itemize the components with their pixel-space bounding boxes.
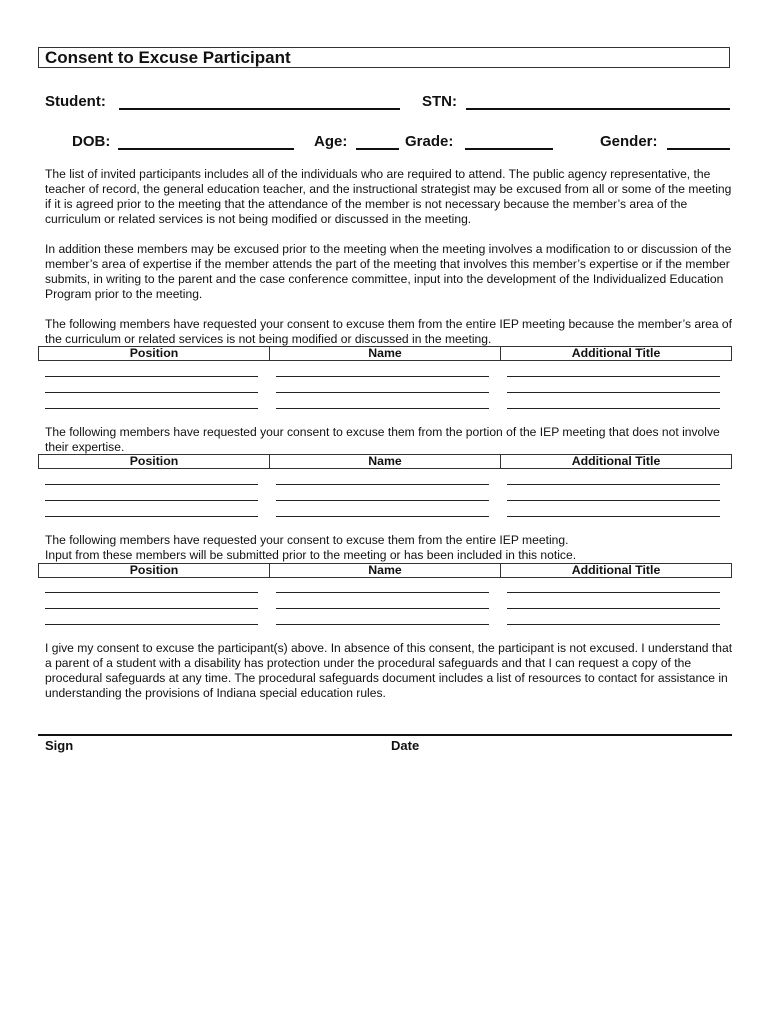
page-title: Consent to Excuse Participant bbox=[38, 47, 730, 68]
dob-label: DOB: bbox=[72, 133, 111, 150]
position-header: Position bbox=[39, 347, 270, 360]
position-header: Position bbox=[39, 455, 270, 468]
additional-title-field[interactable] bbox=[507, 608, 720, 609]
age-field[interactable] bbox=[356, 148, 399, 150]
section1-description: The following members have requested your consent to excuse them from the entire IEP meeting because the member’s area of the curriculum or related services is not being modified or discussed in the meeting. bbox=[45, 317, 733, 346]
additional-title-field[interactable] bbox=[507, 516, 720, 517]
signature-line[interactable] bbox=[38, 734, 732, 736]
student-label: Student: bbox=[45, 93, 106, 110]
grade-label: Grade: bbox=[405, 133, 454, 150]
position-field[interactable] bbox=[45, 392, 258, 393]
position-field[interactable] bbox=[45, 408, 258, 409]
additional-title-header: Additional Title bbox=[571, 454, 661, 468]
position-field[interactable] bbox=[45, 484, 258, 485]
section3-description: The following members have requested your consent to excuse them from the entire IEP meeting. bbox=[45, 533, 569, 547]
name-field[interactable] bbox=[276, 592, 489, 593]
gender-label: Gender: bbox=[600, 133, 658, 150]
additional-title-field[interactable] bbox=[507, 592, 720, 593]
name-field[interactable] bbox=[276, 484, 489, 485]
position-field[interactable] bbox=[45, 516, 258, 517]
consent-paragraph: I give my consent to excuse the participant(s) above. In absence of this consent, the participant is not excused. I understand that a parent of a student with a disability has protection under the procedural safeguards and that I can request a copy of the procedural safeguards at any time. The procedural safeguards document includes a list of resources to contact for assistance in understanding the provisions of Indiana special education rules. bbox=[45, 641, 733, 700]
additional-title-field[interactable] bbox=[507, 484, 720, 485]
additional-title-field[interactable] bbox=[507, 376, 720, 377]
name-field[interactable] bbox=[276, 392, 489, 393]
name-field[interactable] bbox=[276, 608, 489, 609]
dob-field[interactable] bbox=[118, 148, 294, 150]
name-field[interactable] bbox=[276, 624, 489, 625]
sign-label: Sign bbox=[45, 738, 74, 753]
position-field[interactable] bbox=[45, 376, 258, 377]
grade-field[interactable] bbox=[465, 148, 553, 150]
name-field[interactable] bbox=[276, 516, 489, 517]
additional-title-header: Additional Title bbox=[571, 563, 661, 577]
name-header: Name bbox=[270, 347, 501, 360]
stn-field[interactable] bbox=[466, 108, 730, 110]
additional-title-field[interactable] bbox=[507, 392, 720, 393]
position-field[interactable] bbox=[45, 500, 258, 501]
name-field[interactable] bbox=[276, 408, 489, 409]
members-table-header bbox=[38, 454, 732, 469]
position-field[interactable] bbox=[45, 624, 258, 625]
additional-title-field[interactable] bbox=[507, 408, 720, 409]
position-field[interactable] bbox=[45, 592, 258, 593]
section2-description: The following members have requested your consent to excuse them from the portion of the IEP meeting that does not involve their expertise. bbox=[45, 425, 720, 454]
gender-field[interactable] bbox=[667, 148, 730, 150]
stn-label: STN: bbox=[422, 93, 457, 110]
name-field[interactable] bbox=[276, 376, 489, 377]
student-field[interactable] bbox=[119, 108, 400, 110]
name-header: Name bbox=[270, 564, 501, 577]
intro-paragraph: The list of invited participants includes all of the individuals who are required to attend. The public agency representative, the teacher of record, the general education teacher, and the instructional strategist may be excused from all or some of the meeting if it is agreed prior to the meeting that the attendance of the member is not necessary because the member’s area of the curriculum or related services is not being modified or discussed in the meeting. bbox=[45, 167, 732, 226]
additional-title-field[interactable] bbox=[507, 624, 720, 625]
additional-title-field[interactable] bbox=[507, 500, 720, 501]
members-table-header bbox=[38, 563, 732, 578]
position-field[interactable] bbox=[45, 608, 258, 609]
members-table-header bbox=[38, 346, 732, 361]
additional-title-header: Additional Title bbox=[571, 346, 661, 360]
position-header: Position bbox=[39, 564, 270, 577]
date-label: Date bbox=[391, 738, 420, 753]
age-label: Age: bbox=[314, 133, 348, 150]
name-header: Name bbox=[270, 455, 501, 468]
name-field[interactable] bbox=[276, 500, 489, 501]
section3-note: Input from these members will be submitted prior to the meeting or has been included in this notice. bbox=[45, 548, 577, 562]
additional-paragraph: In addition these members may be excused prior to the meeting when the meeting involves a modification to or discussion of the member’s area of expertise if the member attends the part of the meeting that involves this member’s expertise or if the member submits, in writing to the parent and the case conference committee, input into the development of the Individualized Education Program prior to the meeting. bbox=[45, 242, 732, 301]
